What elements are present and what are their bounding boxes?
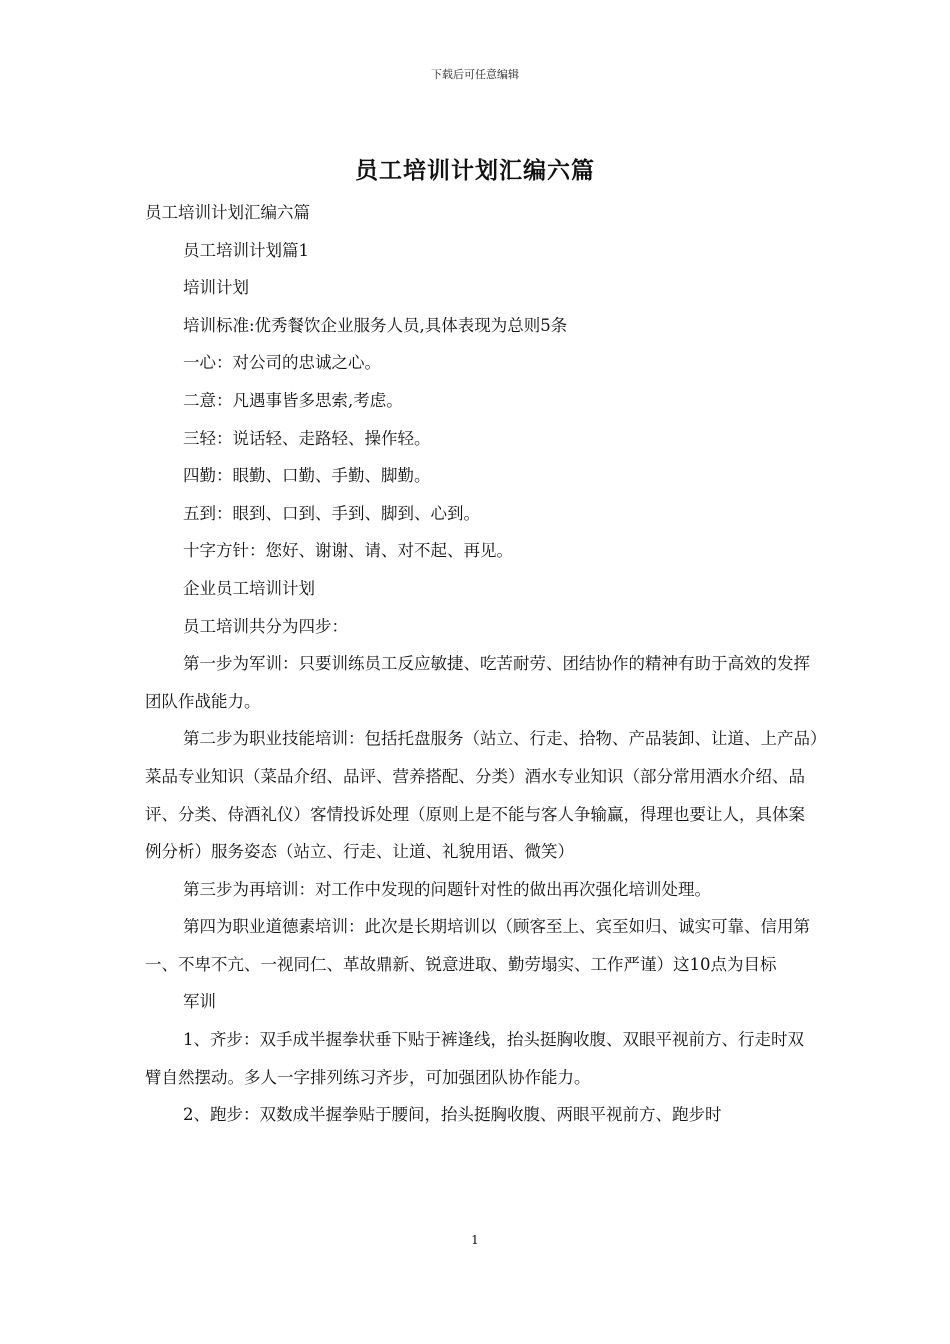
paragraph: 培训标准:优秀餐饮企业服务人员,具体表现为总则5条: [183, 315, 568, 335]
paragraph: 员工培训共分为四步：: [183, 616, 348, 636]
header-note: 下载后可任意编辑: [431, 68, 519, 81]
paragraph: 第一步为军训：只要训练员工反应敏捷、吃苦耐劳、团结协作的精神有助于高效的发挥团队作战能力。: [145, 654, 810, 711]
paragraph: 四勤：眼勤、口勤、手勤、脚勤。: [183, 466, 431, 486]
page-number: 1: [471, 1233, 479, 1247]
document-title: 员工培训计划汇编六篇: [355, 157, 595, 184]
paragraph: 2、跑步：双数成半握拳贴于腰间，抬头挺胸收腹、两眼平视前方、跑步时: [183, 1105, 722, 1125]
document-body: [145, 194, 820, 1134]
paragraph: 十字方针：您好、谢谢、请、对不起、再见。: [183, 541, 513, 561]
paragraph: 三轻：说话轻、走路轻、操作轻。: [183, 428, 431, 448]
paragraph: 一心：对公司的忠诚之心。: [183, 353, 381, 373]
paragraph: 第二步为职业技能培训：包括托盘服务（站立、行走、拾物、产品装卸、让道、上产品）菜品专业知识（菜品介绍、品评、营养搭配、分类）酒水专业知识（部分常用酒水介绍、品评、分类、侍酒礼仪）客情投诉处理（原则上是不能与客人争输赢，得理也要让人，具体案例分析）服务姿态（站立、行走、让道、礼貌用语、微笑）: [145, 729, 819, 862]
paragraph: 培训计划: [183, 278, 249, 298]
paragraph: 二意：凡遇事皆多思索,考虑。: [183, 390, 403, 410]
paragraph: 员工培训计划汇编六篇: [145, 203, 310, 222]
paragraph: 企业员工培训计划: [183, 578, 315, 598]
paragraph: 第三步为再培训：对工作中发现的问题针对性的做出再次强化培训处理。: [183, 879, 711, 899]
paragraph: 五到：眼到、口到、手到、脚到、心到。: [183, 503, 480, 523]
paragraph: 员工培训计划篇1: [183, 240, 309, 260]
paragraph: 1、齐步：双手成半握拳状垂下贴于裤逢线，抬头挺胸收腹、双眼平视前方、行走时双臂自然摆动。多人一字排列练习齐步，可加强团队协作能力。: [145, 1030, 804, 1087]
paragraph: 军训: [183, 992, 216, 1012]
paragraph: 第四为职业道德素培训：此次是长期培训以（顾客至上、宾至如归、诚实可靠、信用第一、不卑不亢、一视同仁、革故鼎新、锐意进取、勤劳塌实、工作严谨）这10点为目标: [145, 917, 810, 974]
